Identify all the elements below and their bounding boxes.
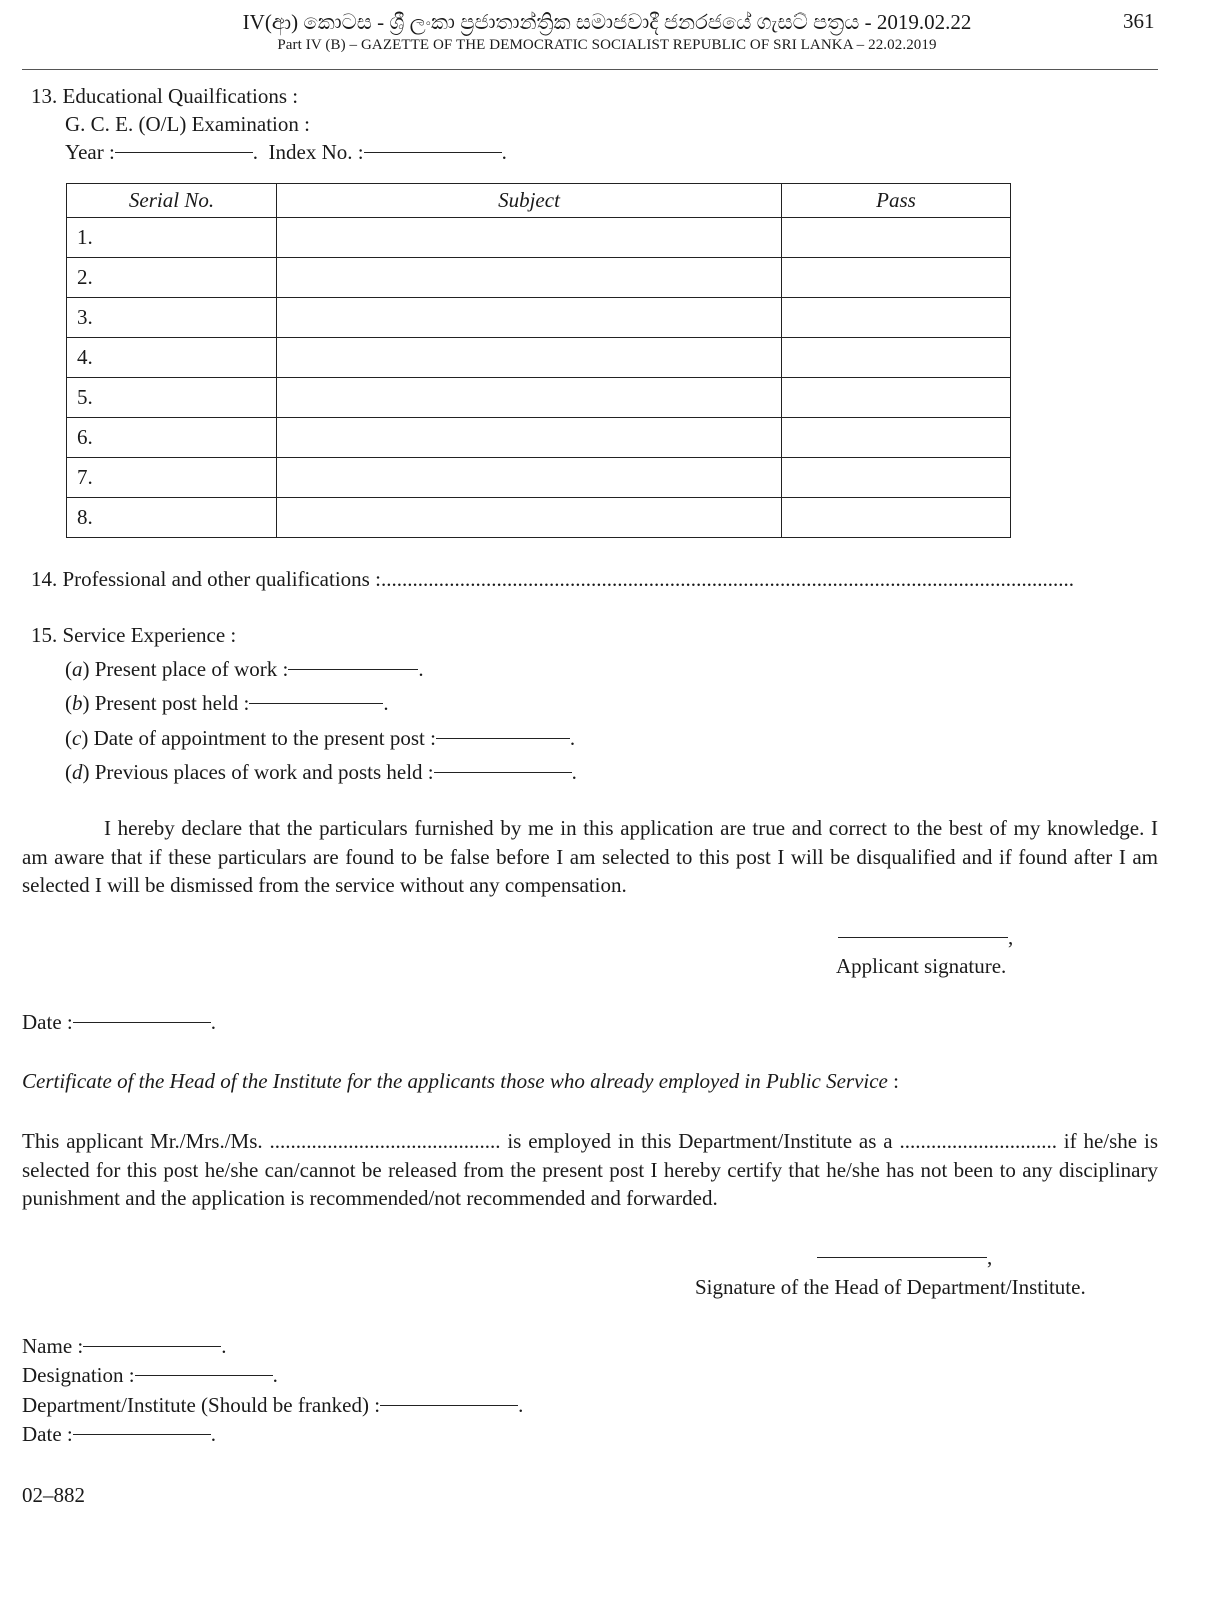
header-serial: Serial No. bbox=[67, 184, 277, 218]
serial-cell: 2. bbox=[67, 258, 277, 298]
item-letter: d bbox=[72, 760, 83, 784]
subject-cell[interactable] bbox=[277, 378, 782, 418]
footer-date-label: Date : bbox=[22, 1422, 73, 1446]
designation-line: Designation : . bbox=[22, 1363, 278, 1387]
pass-cell[interactable] bbox=[782, 458, 1011, 498]
pass-cell[interactable] bbox=[782, 218, 1011, 258]
index-blank[interactable] bbox=[364, 151, 502, 153]
subject-cell[interactable] bbox=[277, 418, 782, 458]
serial-cell: 6. bbox=[67, 418, 277, 458]
present-post-blank[interactable] bbox=[249, 702, 383, 704]
gazette-header-sinhala: IV(ආ) කොටස - ශ්‍රී ලංකා ප්‍රජාතාන්ත්‍රික සමාජවාදී ජනරජයේ ගැසට් පත්‍රය - 2019.02.22 bbox=[242, 10, 972, 34]
head-signature-blank[interactable] bbox=[817, 1256, 987, 1258]
section-14-dots[interactable]: .................................................................................................................................... bbox=[380, 567, 1074, 591]
certificate-heading-line bbox=[22, 1069, 899, 1094]
date-blank[interactable] bbox=[73, 1021, 211, 1023]
section-15-title: 15. Service Experience : bbox=[31, 623, 237, 647]
header-pass: Pass bbox=[782, 184, 1011, 218]
declaration-text: I hereby declare that the particulars furnished by me in this application are true and correct to the best of my knowledge. I am aware that if these particulars are found to be false before I am selected to this post I will be disqualified and if found after I am selected I will be dismissed from the service without any compensation. bbox=[22, 816, 1158, 897]
table-header-row bbox=[67, 184, 1011, 218]
table-row bbox=[67, 298, 1011, 338]
designation-label: Designation : bbox=[22, 1363, 135, 1387]
certificate-heading-suffix: : bbox=[887, 1069, 899, 1093]
name-line: Name : . bbox=[22, 1334, 227, 1358]
exam-label: G. C. E. (O/L) Examination : bbox=[65, 112, 310, 136]
item-label: Present place of work : bbox=[94, 657, 289, 681]
item-letter: a bbox=[72, 657, 83, 681]
service-item-c: (c) Date of appointment to the present post : . bbox=[65, 726, 576, 750]
certificate-paragraph: This applicant Mr./Mrs./Ms. ............................................ is employed in this Department/Institute as a .............................. if he/she is selected for this post he/she can/cannot be released from the present post I hereby certify that he/she has not been to any disciplinary punishment and the application is recommended/not recommended and forwarded. bbox=[22, 1129, 1158, 1210]
subject-cell[interactable] bbox=[277, 298, 782, 338]
footer-date-blank[interactable] bbox=[73, 1433, 211, 1435]
service-item-b: (b) Present post held : . bbox=[65, 691, 389, 715]
present-place-blank[interactable] bbox=[288, 668, 418, 670]
subject-cell[interactable] bbox=[277, 498, 782, 538]
pass-cell[interactable] bbox=[782, 258, 1011, 298]
item-label: Present post held : bbox=[94, 691, 250, 715]
head-signature-line: , bbox=[817, 1245, 992, 1270]
table-row bbox=[67, 258, 1011, 298]
head-signature-label: Signature of the Head of Department/Institute. bbox=[695, 1275, 1086, 1299]
department-line: Department/Institute (Should be franked) : . bbox=[22, 1393, 524, 1417]
gazette-header-english: Part IV (B) – GAZETTE OF THE DEMOCRATIC SOCIALIST REPUBLIC OF SRI LANKA – 22.02.2019 bbox=[277, 37, 937, 53]
serial-cell: 1. bbox=[67, 218, 277, 258]
section-14-label: 14. Professional and other qualifications : bbox=[31, 567, 381, 591]
table-row bbox=[67, 418, 1011, 458]
service-item-d: (d) Previous places of work and posts held : . bbox=[65, 760, 577, 784]
pass-cell[interactable] bbox=[782, 418, 1011, 458]
subject-cell[interactable] bbox=[277, 218, 782, 258]
appointment-date-blank[interactable] bbox=[436, 737, 570, 739]
subject-cell[interactable] bbox=[277, 338, 782, 378]
declaration-paragraph bbox=[22, 814, 1158, 900]
footer-date-line: Date : . bbox=[22, 1422, 216, 1446]
pass-cell[interactable] bbox=[782, 378, 1011, 418]
pass-cell[interactable] bbox=[782, 298, 1011, 338]
serial-cell: 8. bbox=[67, 498, 277, 538]
index-label: Index No. : bbox=[268, 140, 364, 164]
pass-cell[interactable] bbox=[782, 338, 1011, 378]
applicant-signature-label: Applicant signature. bbox=[836, 954, 1007, 978]
section-13-title: 13. Educational Quailfications : bbox=[31, 84, 299, 108]
date-label: Date : bbox=[22, 1010, 73, 1034]
table-row bbox=[67, 338, 1011, 378]
year-label: Year : bbox=[65, 140, 115, 164]
item-label: Date of appointment to the present post : bbox=[93, 726, 436, 750]
department-blank[interactable] bbox=[380, 1404, 518, 1406]
department-label: Department/Institute (Should be franked) : bbox=[22, 1393, 381, 1417]
table-row bbox=[67, 498, 1011, 538]
applicant-signature-blank[interactable] bbox=[838, 936, 1008, 938]
section-14-line bbox=[31, 567, 1074, 592]
item-letter: b bbox=[72, 691, 83, 715]
page-number: 361 bbox=[1123, 9, 1155, 33]
table-row bbox=[67, 218, 1011, 258]
date-line: Date : . bbox=[22, 1010, 216, 1034]
serial-cell: 4. bbox=[67, 338, 277, 378]
table-row bbox=[67, 378, 1011, 418]
table-row bbox=[67, 458, 1011, 498]
certificate-heading: Certificate of the Head of the Institute for the applicants those who already employed in Public Service bbox=[22, 1069, 888, 1093]
pass-cell[interactable] bbox=[782, 498, 1011, 538]
designation-blank[interactable] bbox=[135, 1374, 273, 1376]
serial-cell: 5. bbox=[67, 378, 277, 418]
item-letter: c bbox=[72, 726, 82, 750]
applicant-signature-line: , bbox=[838, 925, 1013, 950]
name-blank[interactable] bbox=[83, 1345, 221, 1347]
subject-cell[interactable] bbox=[277, 258, 782, 298]
item-label: Previous places of work and posts held : bbox=[94, 760, 434, 784]
subject-cell[interactable] bbox=[277, 458, 782, 498]
name-label: Name : bbox=[22, 1334, 84, 1358]
year-blank[interactable] bbox=[115, 151, 253, 153]
year-index-line: Year : . Index No. : . bbox=[65, 140, 507, 164]
serial-cell: 7. bbox=[67, 458, 277, 498]
reference-number: 02–882 bbox=[22, 1483, 85, 1507]
serial-cell: 3. bbox=[67, 298, 277, 338]
qualifications-table bbox=[66, 183, 1011, 538]
previous-places-blank[interactable] bbox=[434, 771, 572, 773]
header-rule bbox=[22, 69, 1158, 70]
service-item-a: (a) Present place of work : . bbox=[65, 657, 424, 681]
header-subject: Subject bbox=[277, 184, 782, 218]
